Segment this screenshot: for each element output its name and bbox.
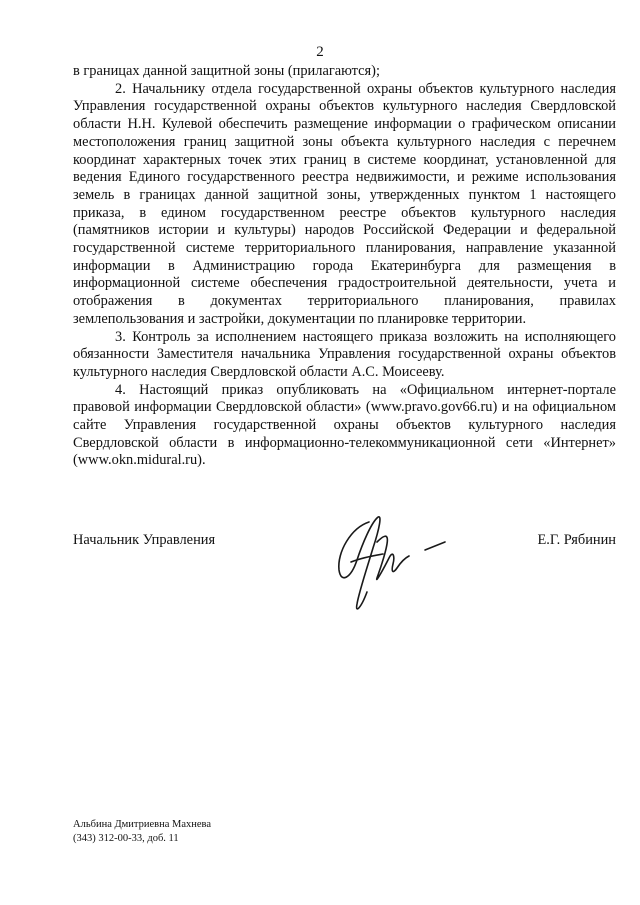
paragraph-item-2: 2. Начальнику отдела государственной охраны объектов культурного наследия Управления государственной охраны объектов культурного наследия Свердловской области Н.Н. Кулевой обеспечить размещение информации о графическом описании местоположения границ защитной зоны объекта культурного наследия с перечнем координат характерных точек этих границ в системе координат, установленной для ведения Единого государственного реестра недвижимости, и режиме использования земель в границах данной защитной зоны, утвержденных пунктом 1 настоящего приказа, в едином государственном реестре объектов культурного наследия (памятников истории и культуры) народов Российской Федерации и федеральной государственной системе территориального планирования, направление указанной информации в Администрацию города Екатеринбурга для размещения в информационной системе обеспечения градостроительной деятельности, учета и отображения в документах территориального планирования, правилах землепользования и застройки, документации по планировке территории. [73, 80, 616, 327]
signer-name: Е.Г. Рябинин [537, 532, 616, 548]
paragraph-item-4: 4. Настоящий приказ опубликовать на «Официальном интернет-портале правовой информации Свердловской области» (www.pravo.gov66.ru) и на официальном сайте Управления государственной охраны объектов культурного наследия Свердловской области в информационно-телекоммуникационной сети «Интернет» (www.okn.midural.ru). [73, 381, 616, 469]
document-body [73, 63, 616, 470]
paragraph-item-3: 3. Контроль за исполнением настоящего приказа возложить на исполняющего обязанности Заместителя начальника Управления государственной охраны объектов культурного наследия Свердловской области А.С. Моисееву. [73, 328, 616, 380]
contact-phone: (343) 312-00-33, доб. 11 [73, 832, 179, 844]
signature-block [73, 524, 616, 624]
page-number: 2 [316, 44, 324, 60]
signer-title: Начальник Управления [73, 532, 216, 548]
paragraph-continuation: в границах данной защитной зоны (прилагаются); [73, 63, 380, 79]
handwritten-signature [331, 512, 449, 624]
contact-info [73, 818, 211, 845]
contact-person: Альбина Дмитриевна Махнева [73, 819, 212, 830]
